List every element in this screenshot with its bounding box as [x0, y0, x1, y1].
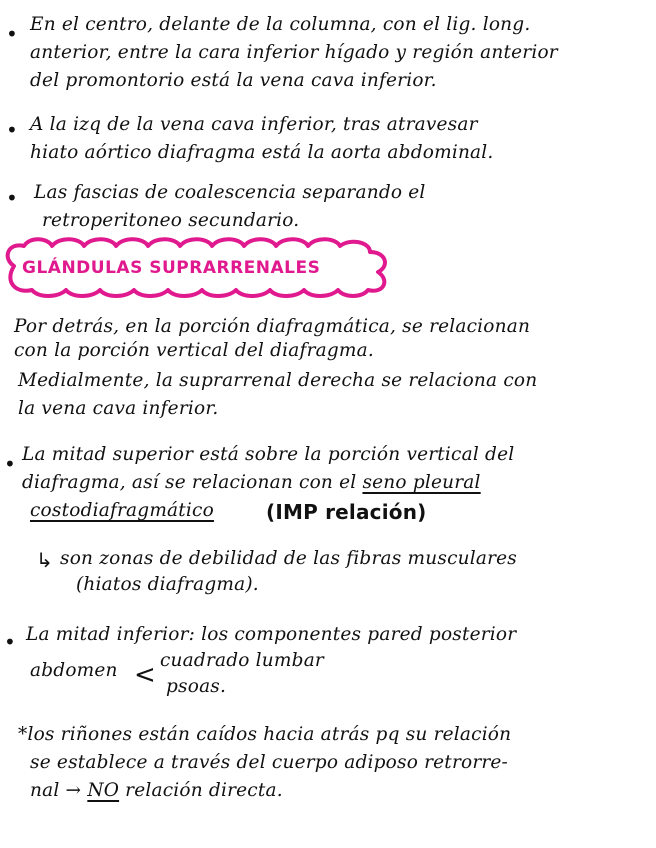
arrow-hook-icon: ↳	[36, 548, 53, 572]
bullet-dot: •	[4, 452, 16, 476]
text-fragment: relación directa.	[119, 780, 283, 801]
text-line: la vena cava inferior.	[18, 398, 219, 419]
underlined-term: costodiafragmático	[30, 500, 214, 521]
text-line: retroperitoneo secundario.	[42, 210, 300, 231]
underlined-term: NO	[87, 780, 120, 801]
text-line: La mitad inferior: los componentes pared posterior	[26, 624, 517, 645]
text-line: cuadrado lumbar	[160, 650, 324, 671]
text-line: psoas.	[166, 676, 227, 697]
text-line: A la izq de la vena cava inferior, tras atravesar	[30, 114, 478, 135]
text-fragment: diafragma, así se relacionan con el	[22, 472, 363, 493]
text-line: Por detrás, en la porción diafragmática, se relacionan	[14, 316, 531, 337]
text-line: Las fascias de coalescencia separando el	[34, 182, 426, 203]
text-line: abdomen	[30, 660, 118, 681]
text-line: La mitad superior está sobre la porción vertical del	[22, 444, 515, 465]
important-note: (IMP relación)	[266, 500, 427, 524]
text-line	[30, 500, 214, 521]
text-line: Medialmente, la suprarrenal derecha se relaciona con	[18, 370, 538, 391]
text-line: anterior, entre la cara inferior hígado y región anterior	[30, 42, 558, 63]
bullet-dot: •	[4, 630, 16, 654]
text-line	[30, 780, 283, 801]
text-fragment: nal →	[30, 780, 88, 801]
bullet-dot: •	[6, 186, 18, 210]
text-line: *los riñones están caídos hacia atrás pq su relación	[18, 724, 512, 745]
branch-brace-icon: <	[134, 660, 156, 690]
text-line: se establece a través del cuerpo adiposo retrorre-	[30, 752, 509, 773]
underlined-term: seno pleural	[362, 472, 481, 493]
text-line: hiato aórtico diafragma está la aorta abdominal.	[30, 142, 494, 163]
text-line: En el centro, delante de la columna, con el lig. long.	[30, 14, 531, 35]
section-heading: GLÁNDULAS SUPRARRENALES	[22, 258, 321, 278]
text-line: del promontorio está la vena cava inferior.	[30, 70, 437, 91]
text-line: con la porción vertical del diafragma.	[14, 340, 374, 361]
bullet-dot: •	[6, 22, 18, 46]
text-line: son zonas de debilidad de las fibras musculares	[60, 548, 517, 569]
text-line	[22, 472, 481, 493]
text-line: (hiatos diafragma).	[76, 574, 259, 595]
bullet-dot: •	[6, 118, 18, 142]
